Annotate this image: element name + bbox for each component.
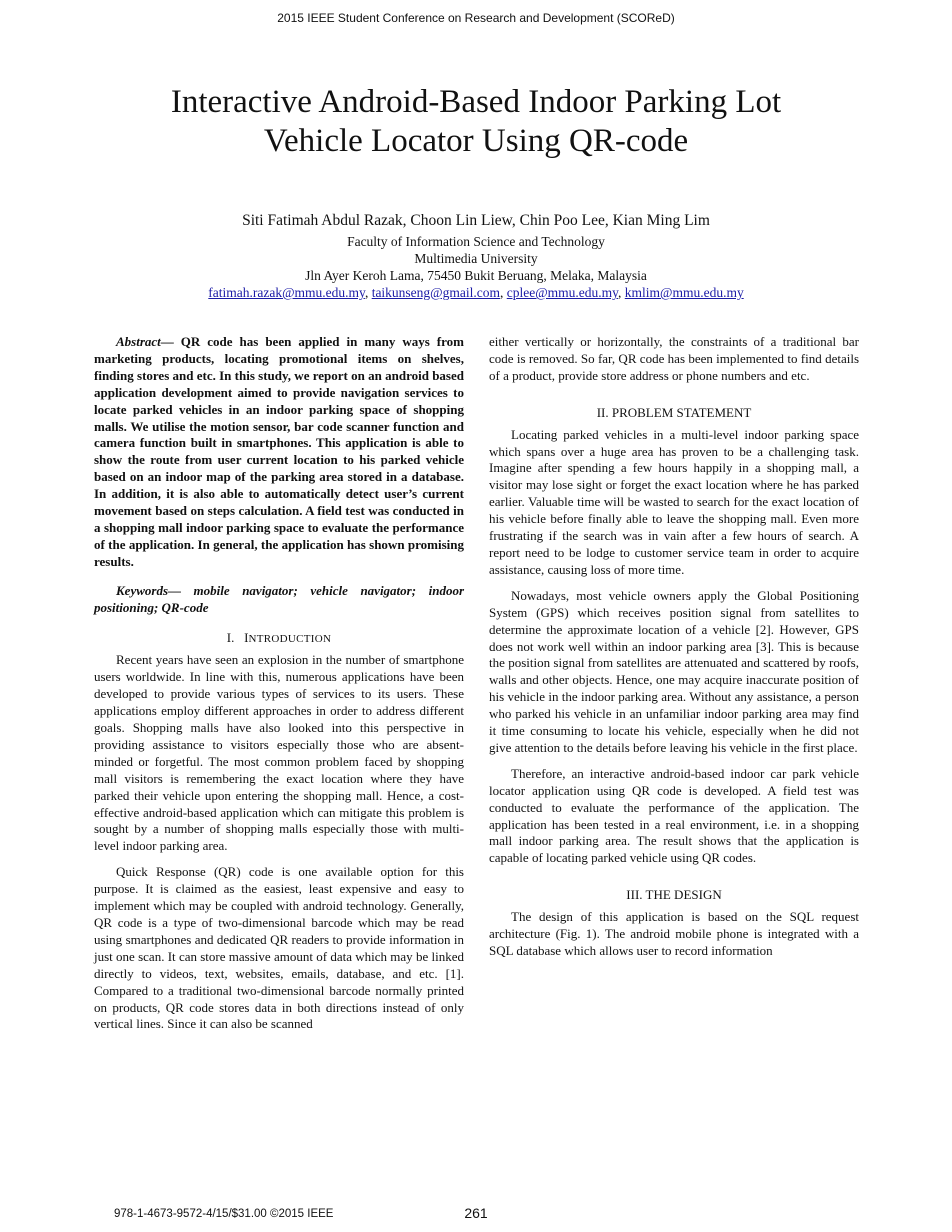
author-list: Siti Fatimah Abdul Razak, Choon Lin Liew, Chin Poo Lee, Kian Ming Lim — [242, 212, 710, 229]
abstract-dash: — — [160, 334, 181, 349]
title-line-2: Vehicle Locator Using QR-code — [263, 123, 689, 159]
abstract-text: QR code has been applied in many ways from marketing products, locating promotional items on shelves, finding stores and etc. In this study, we report on an android based application development aimed to provide navigation services to locate parked vehicles in an indoor parking space of shopping malls. We utilise the motion sensor, bar code scanner function and camera function built in smartphones. This application is able to show the route from user current location to his parked vehicle based on an indoor map of the parking area stored in a database. In addition, it is also able to automatically detect user’s current movement based on steps calculation. A field test was conducted in a shopping mall indoor parking space to evaluate the performance of the application. In general, the application has shown promising results. — [94, 334, 464, 569]
left-column — [94, 334, 464, 1033]
section-number: I. — [226, 629, 235, 645]
email-separator: , — [618, 285, 622, 300]
right-column — [489, 334, 859, 960]
problem-paragraph-1: Locating parked vehicles in a multi-level indoor parking space which spans over a huge area has proven to be a challenging task. Imagine after spending a few hours happily in a shopping mall, a visitor may lose sight or forget the exact location where he has parked earlier. Valuable time will be wasted to search for the exact location of his vehicle before finally able to leave the shopping mall. Even more frustrating if the search was in vain after a few hours of search. A report need to be lodge to customer service team in order to acquire assistance, causing loss of more time. — [489, 426, 859, 577]
affiliation-faculty: Faculty of Information Science and Technology — [347, 234, 605, 249]
email-separator: , — [499, 285, 504, 300]
email-link[interactable]: kmlim@mmu.edu.my — [624, 285, 744, 300]
affiliation-university: Multimedia University — [414, 251, 538, 266]
email-link[interactable]: cplee@mmu.edu.my — [506, 285, 619, 300]
paper-title — [60, 83, 892, 161]
design-paragraph-1: The design of this application is based on the SQL request architecture (Fig. 1). The android mobile phone is integrated with a SQL database which allows user to record information — [489, 909, 859, 958]
email-list — [0, 285, 952, 301]
email-link[interactable]: fatimah.razak@mmu.edu.my — [208, 285, 365, 300]
keywords-text: mobile navigator; vehicle navigator; indoor positioning; QR-code — [94, 582, 464, 615]
title-line-1: Interactive Android-Based Indoor Parking Lot — [170, 84, 782, 120]
section-heading-design: III. THE DESIGN — [626, 887, 722, 903]
problem-paragraph-2: Nowadays, most vehicle owners apply the Global Positioning System (GPS) which receives position signal from satellites to determine the approximate location of a vehicle [2]. However, GPS does not work well within an indoor parking area [3]. This is because the position signal from satellites are attenuated and scattered by roofs, walls and other objects. Hence, one may acquire inaccurate position of his vehicle in the indoor parking area. Without any assistance, a person who parked his vehicle in an unfamiliar indoor parking area may find it time consuming to locate his vehicle, especially when he did not give attention to the details before leaving his vehicle in the first place. — [489, 587, 859, 755]
keywords — [94, 583, 464, 617]
section-initial: I — [244, 629, 249, 645]
keywords-dash: — — [168, 582, 194, 598]
affiliation-address: Jln Ayer Keroh Lama, 75450 Bukit Beruang, Melaka, Malaysia — [305, 268, 647, 283]
email-separator: , — [364, 285, 369, 300]
intro-paragraph-2: Quick Response (QR) code is one available option for this purpose. It is claimed as the easiest, least expensive and easy to implement which may be coupled with android technology. Generally, QR code is a type of two-dimensional barcode which may be read using smartphones and dedicated QR readers to provide information in just one scan. It can store massive amount of data which may be linked directly to videos, text, websites, emails, database, and etc. [1]. Compared to a traditional two-dimensional barcode normally printed on products, QR code stores data in both directions instead of only vertical lines. Since it can also be scanned — [94, 864, 464, 1032]
keywords-label: Keywords — [116, 582, 168, 598]
page-number: 261 — [464, 1205, 488, 1221]
intro-paragraph-1: Recent years have seen an explosion in the number of smartphone users worldwide. In line with this, numerous applications have been developed to provide various types of services to its users. These applications employ different approaches in order to address different goals. Shopping malls have also looked into this perspective in providing assistance to visitors especially those who are absent-minded or forgetful. The most common problem faced by shopping mall visitors is remembering the exact location where they have parked their vehicle upon entering the shopping mall. Hence, a cost-effective android-based application which can mitigate this problem is sought by a number of shopping malls especially those with multi-level indoor parking area. — [94, 652, 464, 854]
conference-header: 2015 IEEE Student Conference on Research and Development (SCOReD) — [277, 11, 675, 25]
problem-paragraph-3: Therefore, an interactive android-based indoor car park vehicle locator application using QR code is developed. A field test was conducted to evaluate the performance of the application. The application has been tested in a real environment, i.e. in a shopping mall indoor parking area. The result shows that the application is capable of locating parked vehicle using QR codes. — [489, 765, 859, 866]
footer-isbn: 978-1-4673-9572-4/15/$31.00 ©2015 IEEE — [114, 1208, 334, 1220]
abstract-label: Abstract — [116, 334, 161, 349]
section-title-rest: NTRODUCTION — [248, 632, 332, 645]
email-link[interactable]: taikunseng@gmail.com — [371, 285, 500, 300]
section-heading-problem: II. PROBLEM STATEMENT — [596, 404, 752, 420]
section-heading-introduction — [94, 630, 464, 648]
abstract — [94, 334, 464, 571]
intro-paragraph-2-continued: either vertically or horizontally, the constraints of a traditional bar code is removed. So far, QR code has been implemented to find details of a product, provide store address or phone numbers and etc. — [489, 334, 859, 383]
